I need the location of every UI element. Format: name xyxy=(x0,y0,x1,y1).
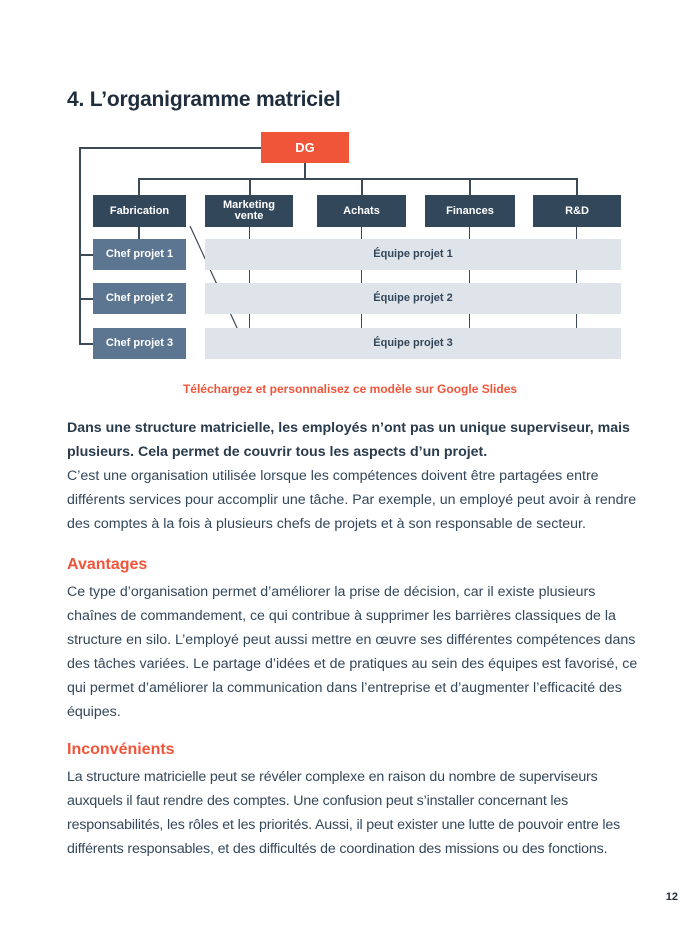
team-box xyxy=(205,283,621,314)
department-label: Finances xyxy=(446,204,494,217)
advantages-body: Ce type d’organisation permet d’améliorer la prise de décision, car il existe plusieurs chaînes de commandement, ce qui contribue à supprimer les barrières classiques de la structure en silo. L’employé peut aussi mettre en œuvre ses différentes compétences dans des tâches variées. Le partage d’idées et de pratiques au sein des équipes est favorisé, ce qui permet d’améliorer la communication dans l’entreprise et d’augmenter l’efficacité des équipes. xyxy=(67,584,638,720)
department-box xyxy=(533,195,621,227)
department-box xyxy=(93,195,186,227)
advantages-section xyxy=(67,580,642,724)
page-title: 4. L’organigramme matriciel xyxy=(67,88,341,111)
disadvantages-section xyxy=(67,765,642,861)
project-manager-label: Chef projet 3 xyxy=(105,337,174,349)
team-label: Équipe projet 1 xyxy=(373,248,453,260)
intro-body: C’est une organisation utilisée lorsque les compétences doivent être partagées entre différents services pour accomplir une tâche. Par exemple, un employé peut avoir à rendre des comptes à la fois à plusieurs chefs de projets et à son responsable de secteur. xyxy=(67,468,637,532)
project-manager-box xyxy=(93,239,186,270)
org-chart xyxy=(0,0,700,370)
department-box xyxy=(205,195,293,227)
team-label: Équipe projet 3 xyxy=(373,337,453,349)
project-manager-label: Chef projet 1 xyxy=(105,248,174,260)
diagonal-connector xyxy=(0,0,700,370)
intro-lead: Dans une structure matricielle, les employés n’ont pas un unique superviseur, mais plusieurs. Cela permet de couvrir tous les aspects d’un projet. xyxy=(67,420,630,460)
project-manager-box xyxy=(93,283,186,314)
project-manager-label: Chef projet 2 xyxy=(105,292,174,304)
page-number: 12 xyxy=(665,891,678,903)
department-label: Marketing vente xyxy=(223,199,275,222)
dg-label: DG xyxy=(295,140,315,155)
department-label: R&D xyxy=(565,204,589,217)
intro-section xyxy=(67,416,642,536)
department-box xyxy=(317,195,406,227)
dg-box xyxy=(261,132,349,163)
team-box xyxy=(205,328,621,359)
department-label: Achats xyxy=(343,204,380,217)
advantages-heading: Avantages xyxy=(67,556,148,573)
team-label: Équipe projet 2 xyxy=(373,292,453,304)
disadvantages-heading: Inconvénients xyxy=(67,741,175,758)
department-box xyxy=(425,195,515,227)
disadvantages-body: La structure matricielle peut se révéler complexe en raison du nombre de superviseurs auxquels il faut rendre des comptes. Une confusion peut s’installer concernant les responsabilités, les rôles et les priorités. Aussi, il peut exister une lutte de pouvoir entre les différents responsables, et des difficultés de coordination des missions ou des fonctions. xyxy=(67,769,621,857)
department-label: Fabrication xyxy=(109,204,170,217)
team-box xyxy=(205,239,621,270)
project-manager-box xyxy=(93,328,186,359)
template-link-caption[interactable]: Téléchargez et personnalisez ce modèle sur Google Slides xyxy=(182,382,518,396)
